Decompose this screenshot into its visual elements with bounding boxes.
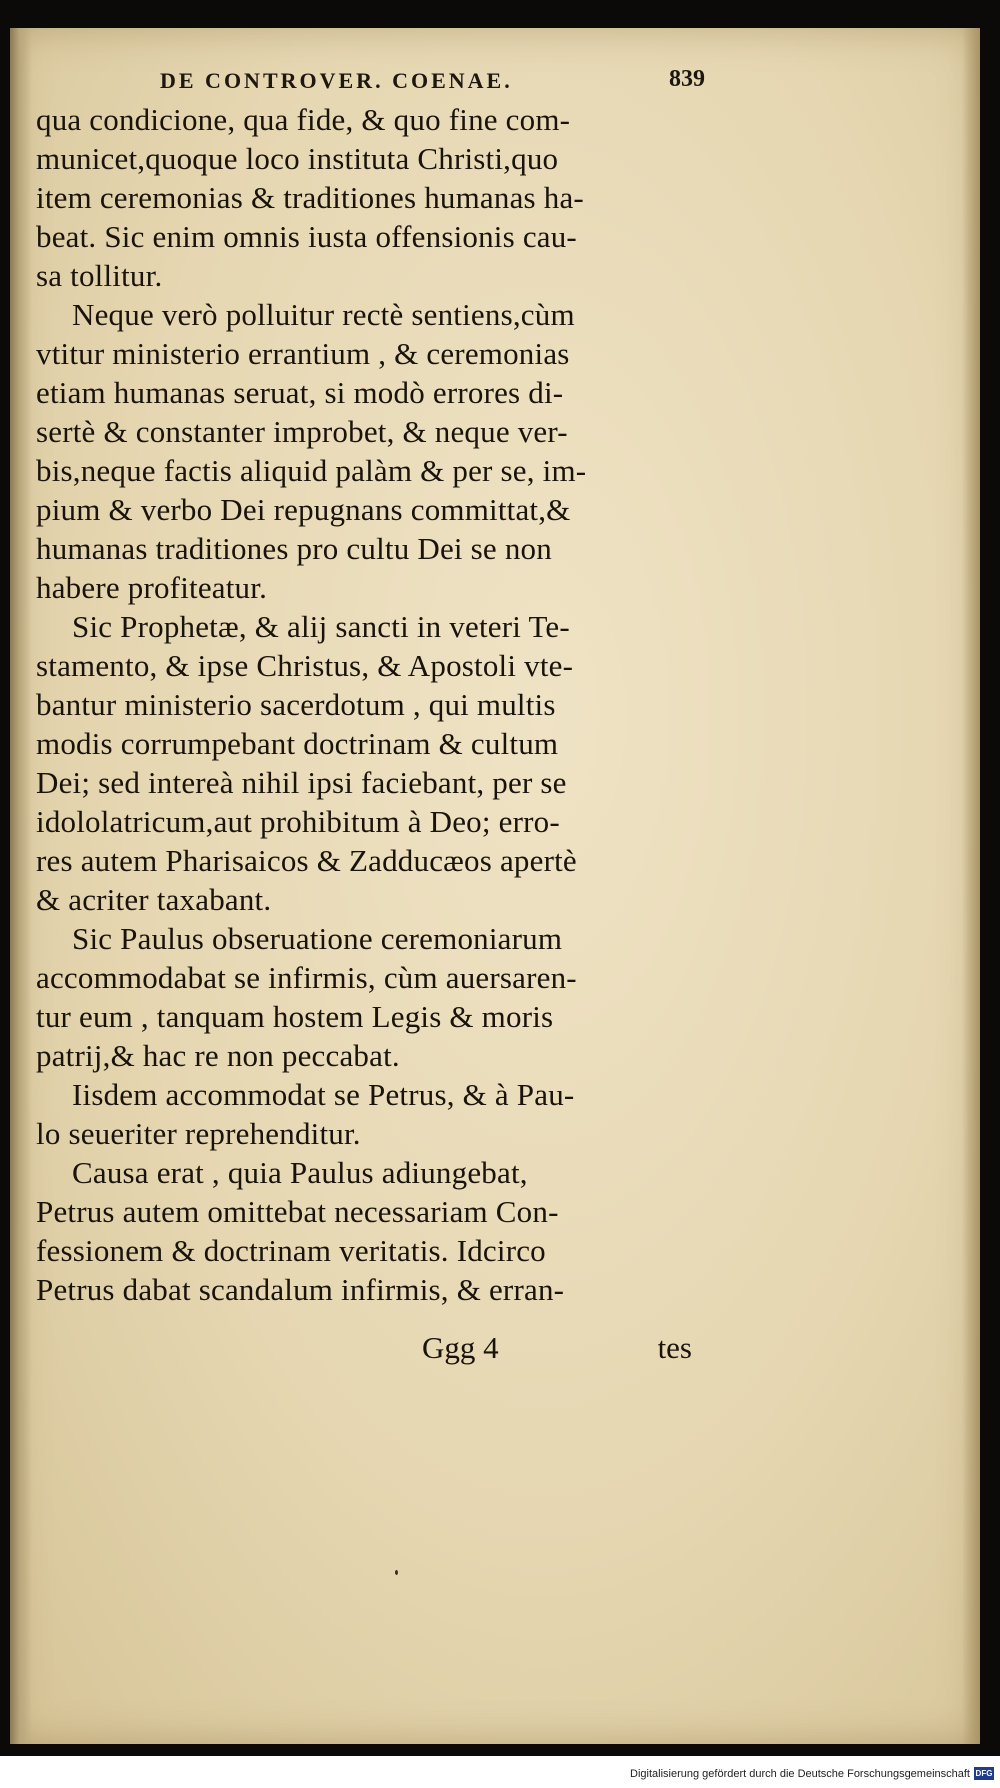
text-line: patrij,& hac re non peccabat.	[36, 1038, 400, 1073]
text-line: res autem Pharisaicos & Zadducæos apertè	[36, 843, 577, 878]
text-line: modis corrumpebant doctrinam & cultum	[36, 726, 559, 761]
body-text	[36, 100, 696, 1309]
text-line: lo seueriter reprehenditur.	[36, 1116, 361, 1151]
text-line: accommodabat se infirmis, cùm auersaren-	[36, 960, 577, 995]
signature-mark: Ggg 4	[422, 1330, 499, 1365]
text-line: habere profiteatur.	[36, 570, 268, 605]
text-line: bantur ministerio sacerdotum , qui multis	[36, 687, 556, 722]
text-line: humanas traditiones pro cultu Dei se non	[36, 531, 552, 566]
catchword: tes	[657, 1330, 692, 1365]
text-line: qua condicione, qua fide, & quo fine com-	[36, 102, 571, 137]
text-line: Sic Paulus obseruatione ceremoniarum	[72, 921, 563, 956]
text-line: etiam humanas seruat, si modò errores di-	[36, 375, 564, 410]
text-line: fessionem & doctrinam veritatis. Idcirco	[36, 1233, 546, 1268]
page-left-edge	[10, 28, 32, 1744]
text-line: municet,quoque loco instituta Christi,quo	[36, 141, 559, 176]
text-line: beat. Sic enim omnis iusta offensionis cau-	[36, 219, 577, 254]
text-line: bis,neque factis aliquid palàm & per se, im-	[36, 453, 587, 488]
text-line: vtitur ministerio errantium , & ceremonias	[36, 336, 570, 371]
text-line: item ceremonias & traditiones humanas ha-	[36, 180, 584, 215]
text-line: idololatricum,aut prohibitum à Deo; erro-	[36, 804, 560, 839]
text-line: & acriter taxabant.	[36, 882, 272, 917]
digitization-credit: Digitalisierung gefördert durch die Deutsche Forschungsgemeinschaft	[630, 1768, 970, 1780]
text-line: pium & verbo Dei repugnans committat,&	[36, 492, 571, 527]
text-line: Dei; sed intereà nihil ipsi faciebant, per se	[36, 765, 567, 800]
text-line: stamento, & ipse Christus, & Apostoli vte-	[36, 648, 574, 683]
text-line: Neque verò polluitur rectè sentiens,cùm	[72, 297, 575, 332]
text-line: Iisdem accommodat se Petrus, & à Pau-	[72, 1077, 575, 1112]
dfg-logo: DFG	[975, 1769, 993, 1778]
text-line: Petrus autem omittebat necessariam Con-	[36, 1194, 559, 1229]
text-line: Causa erat , quia Paulus adiungebat,	[72, 1155, 528, 1190]
book-page	[10, 28, 980, 1744]
text-line: Sic Prophetæ, & alij sancti in veteri Te-	[72, 609, 570, 644]
running-head: DE CONTROVER. COENAE.	[160, 68, 513, 93]
catchword-line	[422, 1330, 692, 1370]
text-line: Petrus dabat scandalum infirmis, & erran-	[36, 1272, 565, 1307]
page-right-edge	[962, 28, 980, 1744]
text-line: tur eum , tanquam hostem Legis & moris	[36, 999, 554, 1034]
page-number: 839	[669, 66, 705, 92]
text-line: sa tollitur.	[36, 258, 163, 293]
ink-speck	[395, 1570, 398, 1575]
text-line: sertè & constanter improbet, & neque ver-	[36, 414, 568, 449]
